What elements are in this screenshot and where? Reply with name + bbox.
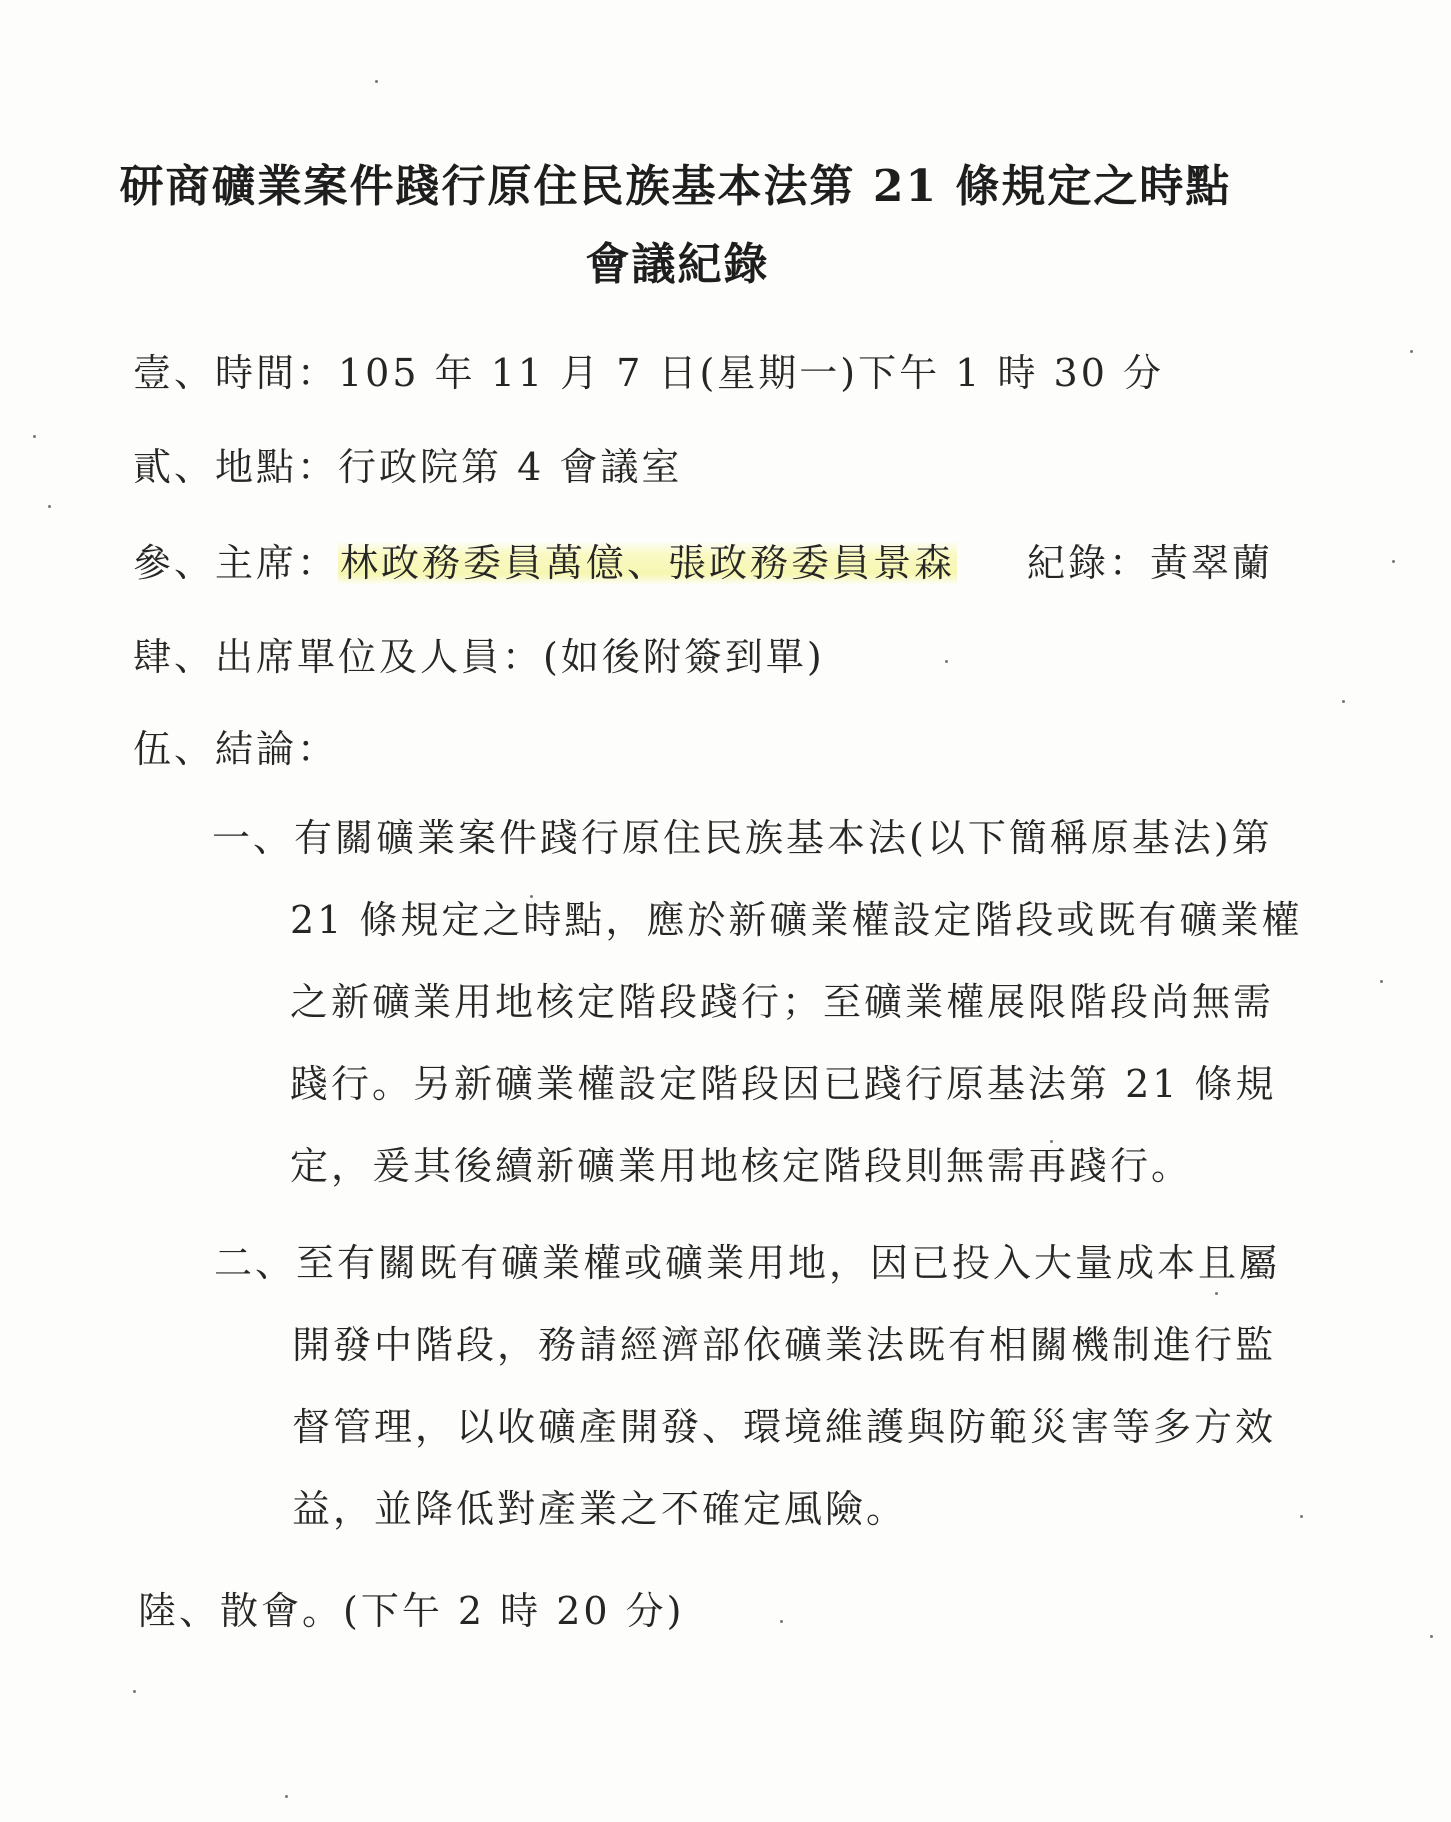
attendees: 肆、出席單位及人員：(如後附簽到單) (133, 635, 825, 679)
conclusion-item-2 (214, 1222, 1280, 1550)
scan-speck (780, 1620, 783, 1623)
meeting-chair-row (133, 532, 1273, 587)
scan-speck (1215, 1292, 1218, 1295)
conclusion-item-1 (212, 797, 1302, 1207)
scan-speck (1392, 560, 1395, 563)
conclusion-item-line: 開發中階段，務請經濟部依礦業法既有相關機制進行監 (292, 1323, 1277, 1367)
chair-names: 林政務委員萬億、張政務委員景森 (340, 541, 956, 585)
scan-speck (33, 435, 36, 438)
scan-speck (1342, 700, 1345, 703)
recorder: 紀錄：黃翠蘭 (1027, 541, 1274, 585)
conclusion-heading: 伍、結論： (133, 727, 339, 771)
conclusion-item-line: 定，爰其後續新礦業用地核定階段則無需再踐行。 (290, 1144, 1193, 1188)
scan-speck (1380, 980, 1383, 983)
scan-speck (530, 895, 533, 898)
conclusion-item-line: 一、有關礦業案件踐行原住民族基本法(以下簡稱原基法)第 (212, 816, 1273, 860)
chair-label: 參、主席： (133, 541, 339, 585)
scan-speck (945, 660, 948, 663)
meeting-time: 壹、時間：105 年 11 月 7 日(星期一)下午 1 時 30 分 (133, 351, 1164, 395)
scan-speck (375, 80, 378, 83)
scan-speck (285, 1795, 288, 1798)
meeting-location: 貳、地點：行政院第 4 會議室 (133, 445, 683, 489)
conclusion-item-line: 21 條規定之時點，應於新礦業權設定階段或既有礦業權 (290, 898, 1303, 942)
scan-speck (1430, 1635, 1433, 1638)
document-subtitle: 會議紀錄 (585, 239, 770, 290)
adjournment: 陸、散會。(下午 2 時 20 分) (138, 1589, 685, 1633)
document-title: 研商礦業案件踐行原住民族基本法第 21 條規定之時點 (119, 161, 1232, 212)
scan-speck (1410, 350, 1413, 353)
scan-speck (133, 1690, 136, 1693)
conclusion-item-line: 督管理，以收礦產開發、環境維護與防範災害等多方效 (292, 1405, 1277, 1449)
conclusion-item-line: 之新礦業用地核定階段踐行；至礦業權展限階段尚無需 (290, 980, 1275, 1024)
scan-speck (1050, 1140, 1053, 1143)
scan-speck (1300, 1515, 1303, 1518)
conclusion-item-line: 益，並降低對產業之不確定風險。 (292, 1487, 908, 1531)
scan-speck (48, 505, 51, 508)
conclusion-item-line: 踐行。另新礦業權設定階段因已踐行原基法第 21 條規 (290, 1062, 1277, 1106)
conclusion-item-line: 二、至有關既有礦業權或礦業用地，因已投入大量成本且屬 (214, 1241, 1281, 1285)
